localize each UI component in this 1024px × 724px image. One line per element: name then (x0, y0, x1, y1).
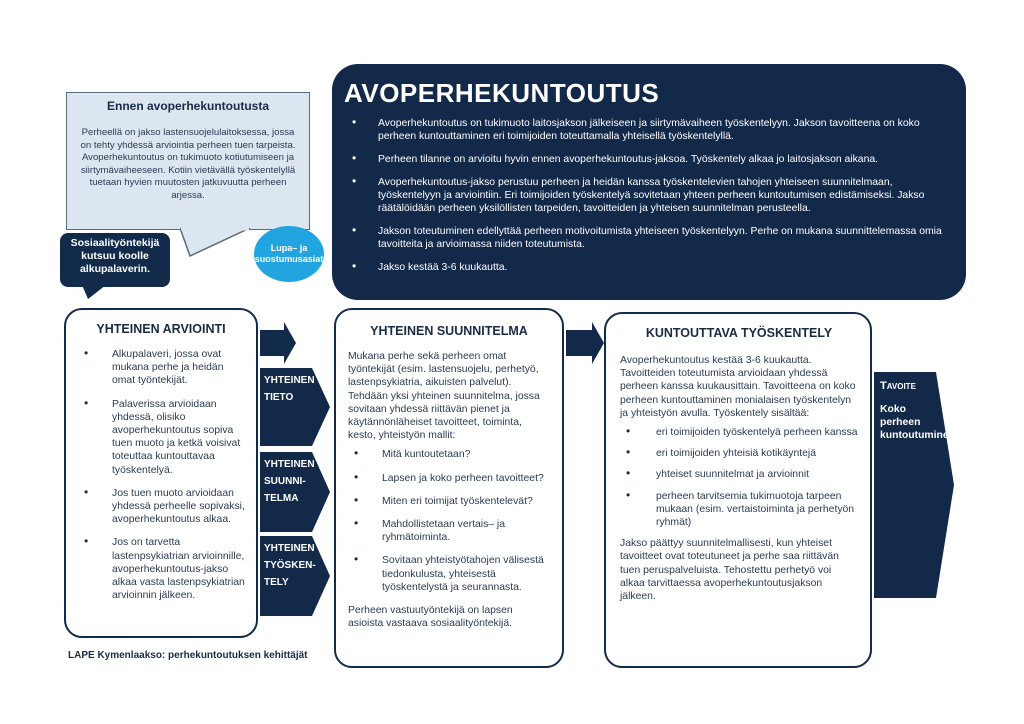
main-bullet-list (344, 117, 954, 274)
chevron-label-line: YHTEINEN (264, 543, 315, 554)
main-title: AVOPERHEKUNTOUTUS (344, 78, 660, 108)
list-item: • Mitä kuntoutetaan? (348, 448, 550, 461)
social-worker-text: Sosiaalityöntekijä kutsuu koolle alkupalaverin. (70, 237, 160, 275)
intro-callout (66, 92, 310, 230)
social-worker-bubble (60, 233, 170, 287)
chevron-label-line: TELY (264, 577, 289, 588)
list-item: • Jakso kestää 3-6 kuukautta. (344, 261, 954, 274)
chevron-label-line: TYÖSKEN- (264, 560, 316, 571)
list-item: • yhteiset suunnitelmat ja arvioinnit (620, 468, 858, 481)
list-item: • Alkupalaveri, jossa ovat mukana perhe ja heidän omat työntekijät. (76, 348, 246, 388)
assessment-panel (64, 308, 258, 638)
list-item: • Perheen tilanne on arvioitu hyvin ennen avoperhekuntoutus-jaksoa. Työskentely alkaa jo laitosjakson aikana. (344, 153, 954, 166)
flow-arrow-1 (260, 322, 296, 364)
plan-panel (334, 308, 564, 668)
goal-arrow (874, 372, 954, 598)
list-item: • Mahdollistetaan vertais– ja ryhmätoiminta. (348, 518, 550, 544)
list-item: • Jos on tarvetta lastenpsykiatrian arvioinnille, avoperhekuntoutus-jakso alkaa vasta lastenpsykiatrian arvioinnin jälkeen. (76, 536, 246, 602)
goal-text: Koko perheen kuntoutuminen (880, 404, 956, 441)
rehab-panel (604, 312, 872, 668)
chevron-label-line: SUUNNI- (264, 476, 306, 487)
list-item: • eri toimijoiden työskentelyä perheen kanssa (620, 426, 858, 439)
list-item: • Sovitaan yhteistyötahojen välisestä tiedonkulusta, yhteisestä työskentelystä ja seurannasta. (348, 554, 550, 594)
chevron-shared-plan (260, 452, 330, 532)
chevron-shared-info (260, 368, 330, 446)
callout-tail (180, 228, 260, 258)
plan-title: YHTEINEN SUUNNITELMA (370, 324, 528, 338)
list-item: • Miten eri toimijat työskentelevät? (348, 495, 550, 508)
consent-text: Lupa– ja suostumusasiat (254, 243, 324, 264)
intro-title: Ennen avoperhekuntoutusta (106, 99, 270, 113)
list-item: • Jakson toteutuminen edellyttää perheen motivoitumista yhteiseen työskentelyyn. Perhe on mukana suunnittelemassa omia tavoitteita ja arvioimassa niiden toteutumista. (344, 225, 954, 251)
list-item: • eri toimijoiden yhteisiä kotikäyntejä (620, 447, 858, 460)
plan-outro: Perheen vastuutyöntekijä on lapsen asioista vastaava sosiaalityöntekijä. (348, 605, 513, 630)
chevron-label-line: YHTEINEN (264, 375, 315, 386)
consent-bubble (254, 226, 324, 282)
list-item: • Palaverissa arvioidaan yhdessä, olisiko avoperhekuntoutus sopiva tuen muoto ja ketkä voisivat toteuttaa kuntouttavaa työskentelyä. (76, 398, 246, 477)
chevron-label-line: TIETO (264, 392, 294, 403)
rehab-title: KUNTOUTTAVA TYÖSKENTELY (645, 326, 833, 340)
footer-credit: LAPE Kymenlaakso: perhekuntoutuksen kehittäjät (68, 650, 308, 661)
rehab-outro: Jakso päättyy suunnitelmallisesti, kun yhteiset tavoitteet ovat toteutuneet ja perhe saa riittävän tuen peruspalveluista. Tehostettu perhetyö voi alkaa tarvittaessa avoperhekuntoutusjakson jälkeen. (620, 538, 839, 603)
list-item: • Jos tuen muoto arvioidaan yhdessä perheelle sopivaksi, avoperhekuntoutus alkaa. (76, 487, 246, 527)
plan-list (348, 448, 550, 594)
flow-arrow-2 (566, 322, 604, 364)
plan-intro: Mukana perhe sekä perheen omat työntekijät (esim. lastensuojelu, perhetyö, lastenpsykiatria, aikuisten palvelut). Tehdään yksi yhteinen suunnitelma, jossa sovitaan yhdessä riittävän pienet ja käytännönläheiset tavoitteet, toiminta, kesto, yhteistyön mallit: (348, 351, 540, 442)
rehab-list (620, 426, 858, 529)
chevron-label-line: YHTEINEN (264, 459, 315, 470)
list-item: • perheen tarvitsemia tukimuotoja tarpeen mukaan (esim. vertaistoiminta ja perhetyön ryhmät) (620, 490, 858, 530)
list-item: • Avoperhekuntoutus on tukimuoto laitosjakson jälkeiseen ja siirtymävaiheen työskentelyyn. Jakson tavoitteena on koko perheen kuntouttaminen eri toimijoiden toteuttamalla yhteisellä työskentelyllä. (344, 117, 954, 143)
list-item: • Avoperhekuntoutus-jakso perustuu perheen ja heidän kanssa työskentelevien tahojen yhteiseen suunnitelmaan, työskentelyyn ja arviointiin. Eri toimijoiden työskentelyä sovitetaan yhteen perheen kuntoutumisen edistämiseksi. Jakso räätälöidään perheen yksilöllisten tarpeiden, tavoitteiden ja yhteisen suunnitelman perusteella. (344, 176, 954, 215)
list-item: • Lapsen ja koko perheen tavoitteet? (348, 472, 550, 485)
goal-heading: Tavoite (880, 380, 916, 392)
main-info-box (332, 64, 966, 300)
rehab-intro: Avoperhekuntoutus kestää 3-6 kuukautta. Tavoitteiden toteutumista arvioidaan yhdessä perheen kanssa kuukausittain. Tavoitteena on koko perheen kuntouttaminen monialaisen työskentelyn ja yhteistyön avulla. Työskentely sisältää: (620, 355, 856, 419)
chevron-shared-work (260, 536, 330, 616)
intro-text: Perheellä on jakso lastensuojelulaitoksessa, jossa on tehty yhdessä arviointia perheen tuen tarpeista. Avoperhekuntoutus on tukimuoto kotiutumiseen ja siirtymävaiheeseen. Kotiin vietävällä työskentelyllä tuetaan hyvien muutosten jatkuvuutta perheen arjessa. (80, 127, 296, 201)
assessment-list (76, 348, 246, 602)
chevron-label-line: TELMA (264, 493, 299, 504)
social-bubble-tail (82, 285, 112, 301)
assessment-title: YHTEINEN ARVIOINTI (96, 322, 226, 336)
